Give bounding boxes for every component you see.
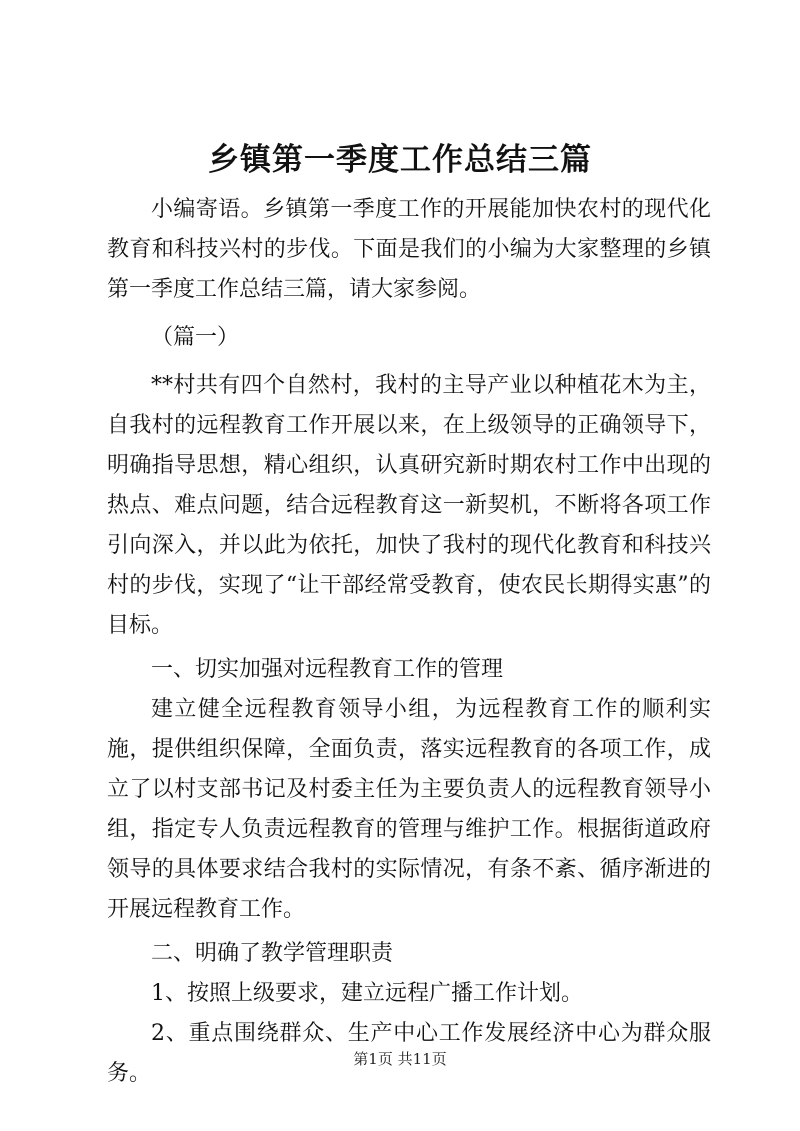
body-paragraph: 建立健全远程教育领导小组，为远程教育工作的顺利实施，提供组织保障，全面负责，落实远程教育的各项工作，成立了以村支部书记及村委主任为主要负责人的远程教育领导小组，指定专人负责远程教育的管理与维护工作。根据街道政府领导的具体要求结合我村的实际情况，有条不紊、循序渐进的开展远程教育工作。	[107, 697, 711, 922]
section-heading: 二、明确了教学管理职责	[151, 941, 394, 966]
document-title: 乡镇第一季度工作总结三篇	[208, 142, 592, 178]
document-body	[107, 190, 711, 1094]
body-paragraph: **村共有四个自然村，我村的主导产业以种植花木为主，自我村的远程教育工作开展以来，在上级领导的正确领导下，明确指导思想，精心组织，认真研究新时期农村工作中出现的热点、难点问题，结合远程教育这一新契机，不断将各项工作引向深入，并以此为依托，加快了我村的现代化教育和科技兴村的步伐，实现了“让干部经常受教育，使农民长期得实惠”的目标。	[107, 373, 711, 638]
intro-paragraph: 小编寄语。乡镇第一季度工作的开展能加快农村的现代化教育和科技兴村的步伐。下面是我们的小编为大家整理的乡镇第一季度工作总结三篇，请大家参阅。	[107, 197, 711, 302]
part-label: （篇一）	[151, 325, 240, 350]
page-footer: 第1页 共11页	[353, 1050, 447, 1068]
list-item: 1、按照上级要求，建立远程广播工作计划。	[151, 981, 583, 1006]
list-item: 2、重点围绕群众、生产中心工作发展经济中心为群众服务。	[107, 1021, 711, 1086]
section-heading: 一、切实加强对远程教育工作的管理	[151, 657, 504, 682]
